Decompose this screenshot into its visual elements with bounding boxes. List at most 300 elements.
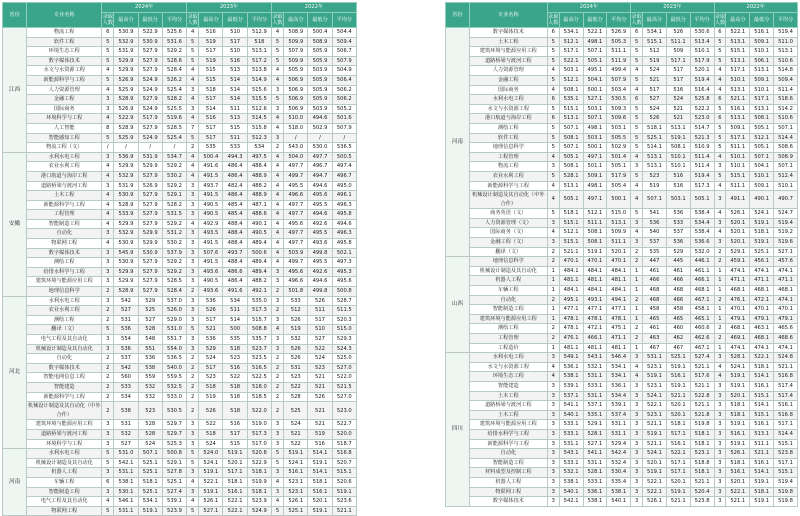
major-name: 地理信息科学 — [469, 257, 547, 267]
score-cell: 508.6 — [774, 143, 798, 153]
score-cell: 3 — [714, 401, 726, 411]
score-cell: 518 — [199, 382, 223, 392]
score-cell: 495.6 — [308, 191, 332, 201]
major-name: 水利水电工程 — [27, 449, 102, 459]
score-cell: 506.9 — [284, 75, 308, 85]
score-cell: 519.1 — [666, 133, 690, 143]
score-cell: 517 — [666, 66, 690, 76]
score-cell: 521 — [643, 75, 667, 85]
score-cell: 511.1 — [726, 181, 750, 191]
score-cell: 461.1 — [690, 266, 714, 276]
table-row — [446, 218, 798, 228]
table-row — [446, 162, 798, 172]
score-cell: 2 — [102, 402, 114, 420]
score-cell: 499.7 — [284, 258, 308, 268]
score-cell: 513.1 — [247, 47, 271, 57]
score-cell: 514.4 — [774, 429, 798, 439]
score-cell: 513 — [223, 114, 247, 124]
table-row — [3, 325, 357, 335]
header-row-years — [3, 3, 357, 13]
table-row — [3, 248, 357, 258]
enroll-header: 录取人数 — [272, 13, 283, 26]
score-cell: 490.1 — [750, 191, 774, 209]
score-cell: 4 — [631, 85, 643, 95]
score-cell: 4 — [272, 28, 284, 38]
score-cell: 3 — [272, 85, 284, 95]
score-cell: 6 — [547, 95, 559, 105]
score-cell: 2 — [631, 324, 643, 334]
score-cell: / — [162, 143, 186, 153]
province-cell: 安徽 — [3, 152, 27, 296]
province-cell: 河北 — [3, 296, 27, 449]
major-name: 给排水科学与工程 — [27, 267, 102, 277]
score-cell: 511 — [223, 133, 247, 143]
score-cell: 519.1 — [138, 506, 162, 516]
score-cell: 529.9 — [114, 267, 138, 277]
score-cell: 1 — [547, 314, 559, 324]
score-cell: 507.1 — [774, 162, 798, 172]
score-cell: 512.6 — [247, 104, 271, 114]
avg-header: 平均分 — [162, 13, 186, 28]
score-cell: 505.9 — [308, 47, 332, 57]
score-cell: 524.9 — [138, 133, 162, 143]
score-cell: 504.1 — [583, 75, 607, 85]
score-cell: 526 — [643, 114, 667, 124]
score-cell: 534 — [247, 143, 271, 153]
score-cell: 537.9 — [162, 248, 186, 258]
score-cell: 504.1 — [750, 162, 774, 172]
score-cell: 519.1 — [308, 458, 332, 468]
enroll-header: 录取人数 — [102, 13, 113, 26]
score-cell: 510 — [223, 28, 247, 38]
score-cell: 461 — [643, 324, 667, 334]
score-cell: 476.1 — [559, 334, 583, 344]
major-name: 道路桥梁与渡河工程 — [469, 401, 547, 411]
score-cell: 4 — [547, 191, 559, 209]
score-cell: 531 — [284, 363, 308, 373]
score-cell: 488.2 — [247, 277, 271, 287]
score-cell: 494.6 — [308, 277, 332, 287]
min-header: 最低分 — [223, 13, 247, 28]
score-cell: 523.1 — [643, 362, 667, 372]
score-cell: 518 — [223, 344, 247, 354]
score-cell: 498.1 — [583, 181, 607, 191]
score-cell: 467 — [643, 343, 667, 353]
score-cell: 505.1 — [559, 152, 583, 162]
major-name: 翻译（文） — [469, 247, 547, 257]
table-row — [446, 458, 798, 468]
score-cell: 535.7 — [247, 335, 271, 345]
table-row — [446, 152, 798, 162]
score-cell: 525.1 — [750, 247, 774, 257]
score-cell: 527.9 — [138, 210, 162, 220]
score-cell: 470.1 — [726, 305, 750, 315]
major-name: 建筑环境与能源应用工程 — [27, 277, 102, 287]
score-cell: 508.8 — [247, 325, 271, 335]
score-cell: 3 — [272, 133, 284, 143]
major-name: 人力资源管理 — [469, 66, 547, 76]
score-cell: 3 — [102, 487, 114, 497]
score-cell: 4 — [187, 95, 199, 105]
score-cell: 538.1 — [583, 497, 607, 507]
score-cell: 514 — [223, 85, 247, 95]
score-cell: 538.1 — [607, 487, 631, 497]
table-row — [3, 373, 357, 383]
score-cell: 531.1 — [114, 506, 138, 516]
table-row — [446, 247, 798, 257]
score-cell: 4 — [714, 228, 726, 238]
score-cell: 519.6 — [774, 238, 798, 248]
score-cell: 513.1 — [643, 162, 667, 172]
score-cell: 504.9 — [332, 66, 356, 76]
score-cell: 5 — [272, 47, 284, 57]
score-cell: 529.1 — [162, 458, 186, 468]
score-cell: 517 — [666, 75, 690, 85]
score-cell: 543.0 — [284, 143, 308, 153]
major-name: 建筑环境与能源应用工程 — [27, 420, 102, 430]
score-cell: 4 — [102, 239, 114, 249]
major-name: 物流工程 — [469, 162, 547, 172]
score-cell: 521.1 — [690, 381, 714, 391]
score-cell: 474.1 — [726, 343, 750, 353]
score-cell: 532.1 — [583, 362, 607, 372]
major-name: 测绘工程 — [27, 315, 102, 325]
score-cell: 5 — [547, 171, 559, 181]
score-cell: 501.8 — [284, 287, 308, 297]
score-cell: 517 — [199, 123, 223, 133]
score-cell: 499.7 — [284, 171, 308, 181]
year-header: 2024年 — [102, 3, 187, 13]
score-cell: 532 — [138, 392, 162, 402]
score-cell: 521.1 — [726, 95, 750, 105]
score-cell: 534 — [114, 392, 138, 402]
score-cell: 519.1 — [643, 429, 667, 439]
score-cell: 466 — [643, 276, 667, 286]
score-cell: 478.1 — [559, 324, 583, 334]
score-cell: 511 — [223, 306, 247, 316]
table-row — [446, 75, 798, 85]
major-name: 水文与水资源工程 — [27, 66, 102, 76]
score-cell: 522.0 — [247, 402, 271, 420]
score-cell: 3 — [547, 218, 559, 228]
score-cell: 527.9 — [138, 123, 162, 133]
score-cell: 487.1 — [247, 200, 271, 210]
score-cell: 531.9 — [114, 47, 138, 57]
score-cell: 509.4 — [332, 37, 356, 47]
score-cell: 4 — [187, 171, 199, 181]
score-cell: 518.8 — [690, 458, 714, 468]
score-cell: 445 — [666, 257, 690, 267]
score-cell: 536.9 — [114, 152, 138, 162]
score-cell: 496.3 — [332, 229, 356, 239]
score-cell: 516 — [666, 85, 690, 95]
score-cell: 4 — [714, 209, 726, 219]
score-cell: 484.1 — [583, 266, 607, 276]
score-cell: 514.1 — [750, 372, 774, 382]
max-header: 最高分 — [726, 13, 750, 28]
score-cell: 5 — [102, 37, 114, 47]
table-row — [446, 181, 798, 191]
score-cell: 503.1 — [607, 123, 631, 133]
score-cell: 520.1 — [607, 247, 631, 257]
score-cell: 3 — [631, 497, 643, 507]
score-cell: 481.1 — [583, 343, 607, 353]
table-row — [446, 449, 798, 459]
score-cell: 3 — [714, 468, 726, 478]
major-name: 新能源科学与工程 — [27, 200, 102, 210]
score-cell: 533.1 — [559, 458, 583, 468]
score-cell: 525.4 — [162, 85, 186, 95]
score-cell: 497.3 — [332, 258, 356, 268]
score-cell: 481.1 — [559, 276, 583, 286]
score-cell: 560 — [114, 373, 138, 383]
score-cell: 488.4 — [223, 229, 247, 239]
score-cell: 5 — [547, 143, 559, 153]
score-cell: 505.9 — [308, 56, 332, 66]
score-cell: 2 — [714, 324, 726, 334]
score-cell: 517 — [199, 47, 223, 57]
score-cell: 514.5 — [247, 114, 271, 124]
score-cell: 518 — [223, 392, 247, 402]
score-cell: 514.9 — [247, 75, 271, 85]
score-cell: 5 — [631, 123, 643, 133]
table-row — [3, 104, 357, 114]
score-cell: 4 — [187, 162, 199, 172]
score-cell: 4 — [102, 219, 114, 229]
major-name: 自动化 — [27, 229, 102, 239]
score-cell: 481.1 — [607, 343, 631, 353]
score-cell: 3 — [272, 315, 284, 325]
score-cell: 510.1 — [750, 85, 774, 95]
score-cell: 518.1 — [690, 439, 714, 449]
score-cell: 530.1 — [114, 487, 138, 497]
table-row — [3, 487, 357, 497]
score-cell: 514 — [223, 75, 247, 85]
score-cell: 503.9 — [284, 248, 308, 258]
score-cell: 3 — [547, 353, 559, 363]
major-name: 水文与水资源工程 — [469, 362, 547, 372]
score-cell: 491.5 — [199, 171, 223, 181]
score-cell: 5 — [714, 47, 726, 57]
score-cell: 485.4 — [223, 210, 247, 220]
score-cell: 510.0 — [284, 114, 308, 124]
score-cell: 508.1 — [750, 114, 774, 124]
score-cell: 471.1 — [774, 276, 798, 286]
score-cell: 526 — [308, 296, 332, 306]
score-cell: 4 — [272, 325, 284, 335]
score-cell: 3 — [714, 218, 726, 228]
score-cell: 527.0 — [332, 392, 356, 402]
score-cell: 5 — [187, 506, 199, 516]
score-cell: 503.1 — [583, 104, 607, 114]
score-cell: 526 — [284, 344, 308, 354]
score-cell: 4 — [187, 28, 199, 38]
score-cell: 468.6 — [774, 334, 798, 344]
major-name: 机械设计制造及其自动化 — [27, 344, 102, 354]
score-cell: 523 — [284, 373, 308, 383]
score-cell: 493.6 — [199, 287, 223, 297]
score-cell: 2 — [714, 247, 726, 257]
score-cell: 3 — [187, 248, 199, 258]
score-cell: 519.1 — [643, 468, 667, 478]
score-cell: 521.1 — [774, 362, 798, 372]
score-cell: 494.3 — [223, 152, 247, 162]
score-cell: 515 — [199, 75, 223, 85]
header-row-years — [446, 3, 798, 13]
score-cell: 542.1 — [114, 458, 138, 468]
score-cell: 516 — [199, 114, 223, 124]
score-cell: 516 — [223, 420, 247, 430]
score-cell: 493.5 — [199, 229, 223, 239]
score-cell: 531.0 — [162, 325, 186, 335]
score-cell: 1 — [631, 314, 643, 324]
table-row — [446, 420, 798, 430]
major-name: 智能制造工程 — [27, 487, 102, 497]
score-cell: 524.1 — [199, 458, 223, 468]
score-cell: 3 — [272, 487, 284, 497]
score-cell: 3 — [102, 104, 114, 114]
major-name: 新能源科学与工程 — [469, 439, 547, 449]
score-cell: 3 — [714, 191, 726, 209]
score-cell: 520.1 — [643, 458, 667, 468]
score-cell: 528.5 — [162, 123, 186, 133]
score-cell: 506.2 — [332, 85, 356, 95]
score-cell: 3 — [102, 267, 114, 277]
score-cell: 540.1 — [607, 497, 631, 507]
table-row — [446, 391, 798, 401]
score-cell: 540.0 — [162, 363, 186, 373]
score-cell: 527.9 — [138, 277, 162, 287]
score-cell: 465.6 — [774, 324, 798, 334]
score-cell: 2 — [272, 382, 284, 392]
enroll-header: 录取人数 — [714, 13, 726, 26]
score-cell: 520.1 — [726, 477, 750, 487]
score-cell: 479.1 — [750, 314, 774, 324]
score-cell: 516.5 — [247, 363, 271, 373]
score-cell: 535.4 — [607, 477, 631, 487]
score-cell: 529 — [199, 344, 223, 354]
score-cell: 4 — [631, 181, 643, 191]
score-cell: 528.1 — [559, 171, 583, 181]
score-cell: 519.1 — [199, 487, 223, 497]
score-cell: 517 — [223, 429, 247, 439]
score-cell: 522.9 — [114, 114, 138, 124]
score-cell: 462.6 — [690, 334, 714, 344]
score-cell: 518.1 — [750, 362, 774, 372]
major-name: 新能源科学与工程 — [469, 181, 547, 191]
score-cell: 508.9 — [308, 37, 332, 47]
score-cell: 530.9 — [114, 258, 138, 268]
score-cell: 523.1 — [643, 381, 667, 391]
score-cell: 493.6 — [308, 239, 332, 249]
score-cell: 517 — [223, 37, 247, 47]
score-cell: 491.5 — [199, 258, 223, 268]
score-cell: 1 — [547, 305, 559, 315]
score-cell: 528.4 — [162, 66, 186, 76]
major-name: 新能源科学与工程 — [27, 392, 102, 402]
score-cell: 5 — [547, 123, 559, 133]
score-cell: 518 — [223, 402, 247, 420]
score-cell: 514.1 — [308, 449, 332, 459]
score-cell: 497.7 — [284, 200, 308, 210]
table-row — [446, 104, 798, 114]
score-cell: 495.0 — [332, 181, 356, 191]
score-cell: 527.1 — [199, 506, 223, 516]
score-cell: 520.4 — [690, 487, 714, 497]
table-row — [446, 334, 798, 344]
major-name: 人力资源管理 — [27, 85, 102, 95]
score-cell: 535.1 — [583, 410, 607, 420]
score-cell: 3 — [272, 296, 284, 306]
score-cell: 505.1 — [607, 162, 631, 172]
score-cell: 518.6 — [774, 95, 798, 105]
table-row — [3, 354, 357, 364]
score-cell: 527.9 — [138, 66, 162, 76]
score-cell: 521.1 — [643, 439, 667, 449]
score-cell: 528.1 — [726, 353, 750, 363]
score-cell: 468.1 — [750, 334, 774, 344]
score-cell: 8 — [102, 123, 114, 133]
score-cell: 519.1 — [199, 468, 223, 478]
score-cell: 3 — [187, 85, 199, 95]
score-cell: 535.0 — [247, 296, 271, 306]
score-cell: 5 — [102, 449, 114, 459]
score-cell: 3 — [272, 468, 284, 478]
score-cell: 515.8 — [247, 123, 271, 133]
score-cell: 500.4 — [308, 28, 332, 38]
score-cell: 515.1 — [559, 218, 583, 228]
score-cell: 3 — [187, 335, 199, 345]
score-cell: 496.6 — [284, 191, 308, 201]
score-cell: 5 — [102, 47, 114, 57]
score-cell: 529.7 — [162, 429, 186, 439]
score-cell: 496.7 — [332, 171, 356, 181]
score-cell: 534 — [223, 296, 247, 306]
score-cell: 519.1 — [666, 487, 690, 497]
major-name: 给排水科学与工程 — [469, 429, 547, 439]
score-cell: 507.1 — [138, 449, 162, 459]
score-cell: 4 — [272, 229, 284, 239]
major-name: 机器人工程 — [469, 477, 547, 487]
score-cell: 508.1 — [559, 162, 583, 172]
score-cell: 534.1 — [559, 28, 583, 38]
score-cell: 529.9 — [138, 229, 162, 239]
score-cell: 2 — [102, 373, 114, 383]
score-cell: 531.1 — [607, 420, 631, 430]
score-cell: 484.1 — [607, 266, 631, 276]
table-row — [446, 410, 798, 420]
score-cell: 520.1 — [666, 401, 690, 411]
score-cell: 516.1 — [750, 381, 774, 391]
score-cell: 524.1 — [750, 209, 774, 219]
score-cell: 527.9 — [138, 56, 162, 66]
score-cell: 508.9 — [284, 28, 308, 38]
score-cell: 5 — [631, 171, 643, 181]
score-cell: 510.1 — [750, 171, 774, 181]
score-cell: 477.1 — [559, 305, 583, 315]
score-cell: 519.4 — [690, 171, 714, 181]
score-cell: 4 — [272, 75, 284, 85]
score-cell: 509 — [666, 47, 690, 57]
major-name: 测绘工程 — [469, 123, 547, 133]
score-cell: 521.1 — [690, 362, 714, 372]
score-cell: 559.5 — [162, 373, 186, 383]
score-cell: 3 — [547, 468, 559, 478]
score-cell: 519 — [199, 56, 223, 66]
score-cell: 2 — [631, 334, 643, 344]
score-cell: 519.1 — [726, 439, 750, 449]
major-name: 道路桥梁与渡河工程 — [27, 181, 102, 191]
